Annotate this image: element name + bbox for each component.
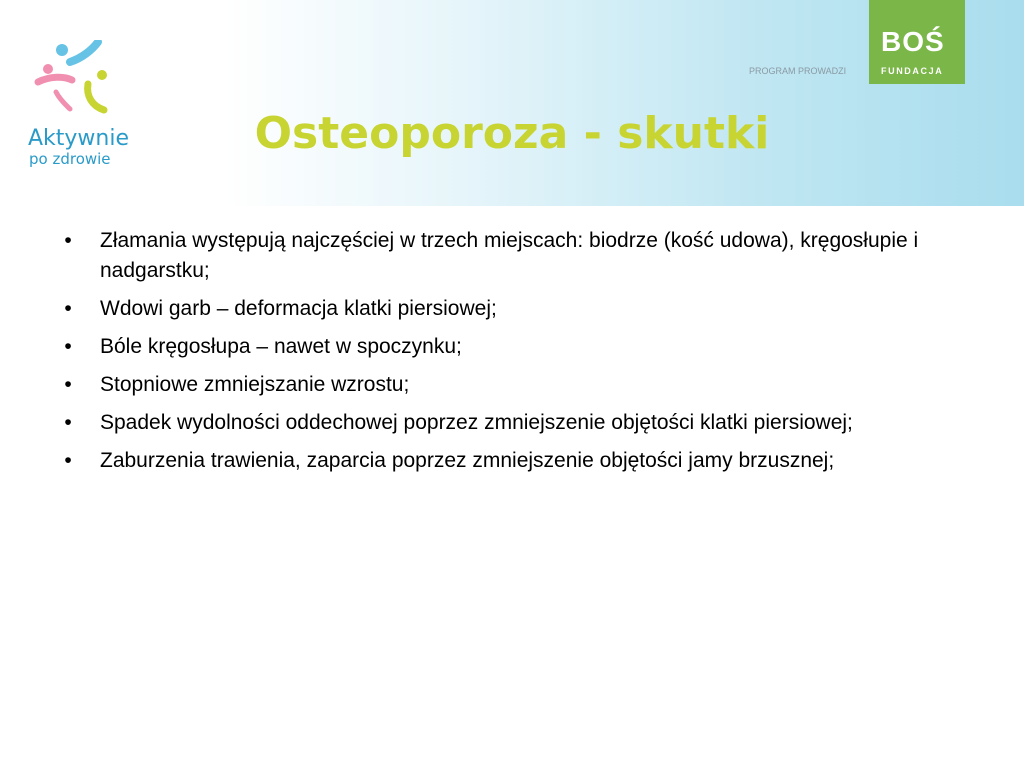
bullet-item	[58, 294, 978, 324]
bullet-text: Zaburzenia trawienia, zaparcia poprzez zmniejszenie objętości jamy brzusznej;	[100, 449, 835, 472]
bullet-text: Złamania występują najczęściej w trzech miejscach: biodrze (kość udowa), kręgosłupie i nadgarstku;	[100, 229, 919, 282]
bullet-item	[58, 332, 978, 362]
bullet-text: Stopniowe zmniejszanie wzrostu;	[100, 373, 410, 396]
bullet-dot: •	[64, 229, 72, 252]
bullet-dot: •	[64, 373, 72, 396]
bullet-item	[58, 226, 978, 286]
bullet-list	[58, 226, 978, 484]
bullet-item	[58, 408, 978, 438]
bos-name: BOŚ	[881, 26, 945, 57]
bos-fundacja-logo	[869, 0, 965, 84]
bullet-dot: •	[64, 297, 72, 320]
bullet-dot: •	[64, 335, 72, 358]
bullet-item	[58, 446, 978, 476]
bullet-dot: •	[64, 411, 72, 434]
bullet-item	[58, 370, 978, 400]
bullet-text: Wdowi garb – deformacja klatki piersiowej;	[100, 297, 497, 320]
bullet-text: Spadek wydolności oddechowej poprzez zmniejszenie objętości klatki piersiowej;	[100, 411, 853, 434]
slide-title: Osteoporoza - skutki	[254, 108, 770, 159]
logo-word: Aktywnie	[28, 126, 130, 151]
program-label: PROGRAM PROWADZI	[749, 66, 847, 76]
bullet-dot: •	[64, 449, 72, 472]
bos-subtitle: FUNDACJA	[881, 66, 944, 76]
logo-subtitle: po zdrowie	[29, 150, 111, 168]
bullet-text: Bóle kręgosłupa – nawet w spoczynku;	[100, 335, 462, 358]
